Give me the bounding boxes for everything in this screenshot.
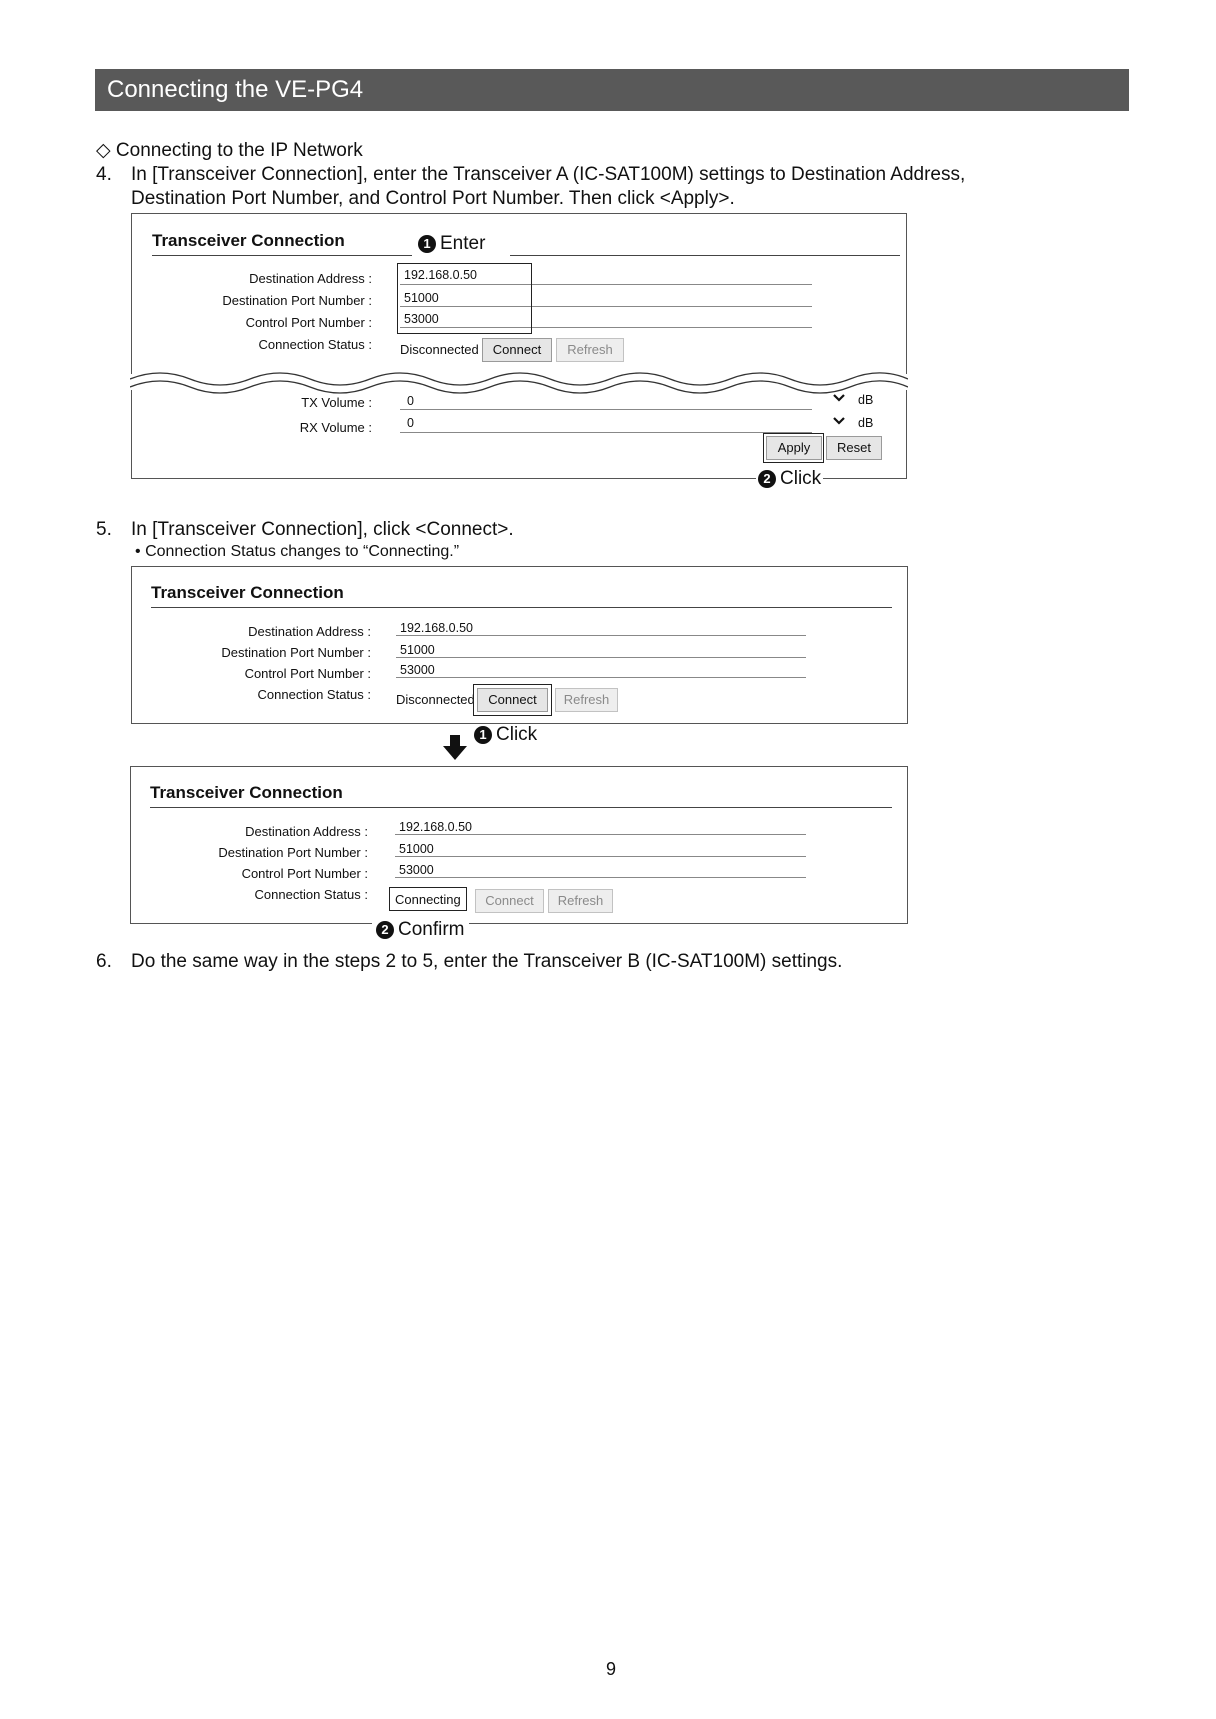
bullet-icon: • [135, 543, 141, 560]
control-port-field[interactable]: 53000 [400, 663, 435, 677]
field-underline [395, 856, 806, 857]
break-wave-icon [130, 371, 908, 395]
page-number: 9 [606, 1659, 617, 1679]
title-rule [152, 255, 412, 256]
control-port-label: Control Port Number : [245, 315, 372, 330]
step4-number: 4. [96, 164, 112, 185]
field-underline [396, 635, 806, 636]
field-underline [395, 877, 806, 878]
field-underline [400, 432, 812, 433]
connection-status-label: Connection Status : [258, 337, 372, 352]
refresh-button[interactable]: Refresh [548, 889, 613, 913]
step-number-badge: 1 [474, 726, 492, 744]
rx-unit: dB [858, 416, 874, 430]
control-port-field[interactable]: 53000 [399, 863, 434, 877]
destination-address-label: Destination Address : [249, 271, 372, 286]
subheading-text: Connecting to the IP Network [115, 140, 363, 161]
callout-text: Click [496, 724, 538, 745]
title-rule [151, 607, 892, 608]
step5-line1: In [Transceiver Connection], click <Connect>. [131, 519, 514, 540]
callout-text: Enter [440, 233, 486, 254]
destination-address-label: Destination Address : [248, 624, 371, 639]
refresh-button[interactable]: Refresh [555, 688, 618, 712]
chevron-down-icon[interactable] [832, 393, 846, 403]
connect-button[interactable]: Connect [477, 688, 548, 712]
connect-button[interactable]: Connect [482, 338, 552, 362]
click-connect-callout [474, 724, 537, 746]
step-number-badge: 1 [418, 235, 436, 253]
destination-port-field[interactable]: 51000 [399, 842, 434, 856]
connection-status-label: Connection Status : [257, 687, 371, 702]
field-underline [400, 409, 812, 410]
confirm-callout [372, 919, 469, 941]
panel-title: Transceiver Connection [150, 783, 343, 802]
rx-volume-select[interactable]: 0 [407, 416, 414, 430]
subheading [96, 139, 363, 162]
step5-number: 5. [96, 519, 112, 540]
transceiver-connection-panel-3 [130, 766, 908, 924]
destination-port-label: Destination Port Number : [221, 645, 371, 660]
destination-port-field[interactable]: 51000 [400, 643, 435, 657]
control-port-label: Control Port Number : [241, 866, 368, 881]
chevron-down-icon[interactable] [832, 416, 846, 426]
rx-volume-label: RX Volume : [299, 420, 372, 435]
tx-unit: dB [858, 393, 874, 407]
tx-volume-select[interactable]: 0 [407, 394, 414, 408]
connection-status-label: Connection Status : [254, 887, 368, 902]
diamond-icon: ◇ [96, 140, 111, 161]
title-rule [150, 807, 892, 808]
section-header: Connecting the VE-PG4 [95, 69, 1129, 111]
destination-port-field[interactable]: 51000 [404, 291, 439, 305]
title-rule-right [510, 255, 900, 256]
reset-button[interactable]: Reset [826, 436, 882, 460]
field-underline [396, 657, 806, 658]
panel-title: Transceiver Connection [152, 231, 345, 250]
arrow-down-icon [441, 733, 469, 763]
click-apply-callout [756, 468, 823, 490]
destination-address-field[interactable]: 192.168.0.50 [404, 268, 477, 282]
step6-number: 6. [96, 951, 112, 972]
step4-line2: Destination Port Number, and Control Port Number. Then click <Apply>. [131, 188, 735, 209]
callout-text: Confirm [398, 919, 465, 940]
panel-title: Transceiver Connection [151, 583, 344, 602]
bullet-text: Connection Status changes to “Connecting.” [145, 543, 460, 560]
destination-port-label: Destination Port Number : [218, 845, 368, 860]
tx-volume-label: TX Volume : [301, 395, 372, 410]
transceiver-connection-panel-2 [131, 566, 908, 724]
step-number-badge: 2 [376, 921, 394, 939]
refresh-button[interactable]: Refresh [556, 338, 624, 362]
step4-line1: In [Transceiver Connection], enter the Transceiver A (IC-SAT100M) settings to Destination Address, [131, 164, 966, 185]
destination-port-label: Destination Port Number : [222, 293, 372, 308]
connect-button[interactable]: Connect [475, 889, 544, 913]
apply-button[interactable]: Apply [766, 436, 822, 460]
field-underline [395, 834, 806, 835]
control-port-label: Control Port Number : [244, 666, 371, 681]
control-port-field[interactable]: 53000 [404, 312, 439, 326]
connection-status-value: Disconnected [396, 692, 475, 707]
connection-status-value: Connecting [395, 892, 461, 907]
step6-text: Do the same way in the steps 2 to 5, enter the Transceiver B (IC-SAT100M) settings. [131, 951, 843, 972]
field-underline [396, 677, 806, 678]
callout-text: Click [780, 468, 822, 489]
destination-address-field[interactable]: 192.168.0.50 [400, 621, 473, 635]
destination-address-label: Destination Address : [245, 824, 368, 839]
step5-bullet [135, 543, 459, 561]
step-number-badge: 2 [758, 470, 776, 488]
destination-address-field[interactable]: 192.168.0.50 [399, 820, 472, 834]
transceiver-connection-panel-1 [131, 213, 907, 479]
enter-highlight-box [397, 263, 532, 334]
enter-callout [416, 233, 487, 255]
connection-status-value: Disconnected [400, 342, 479, 357]
